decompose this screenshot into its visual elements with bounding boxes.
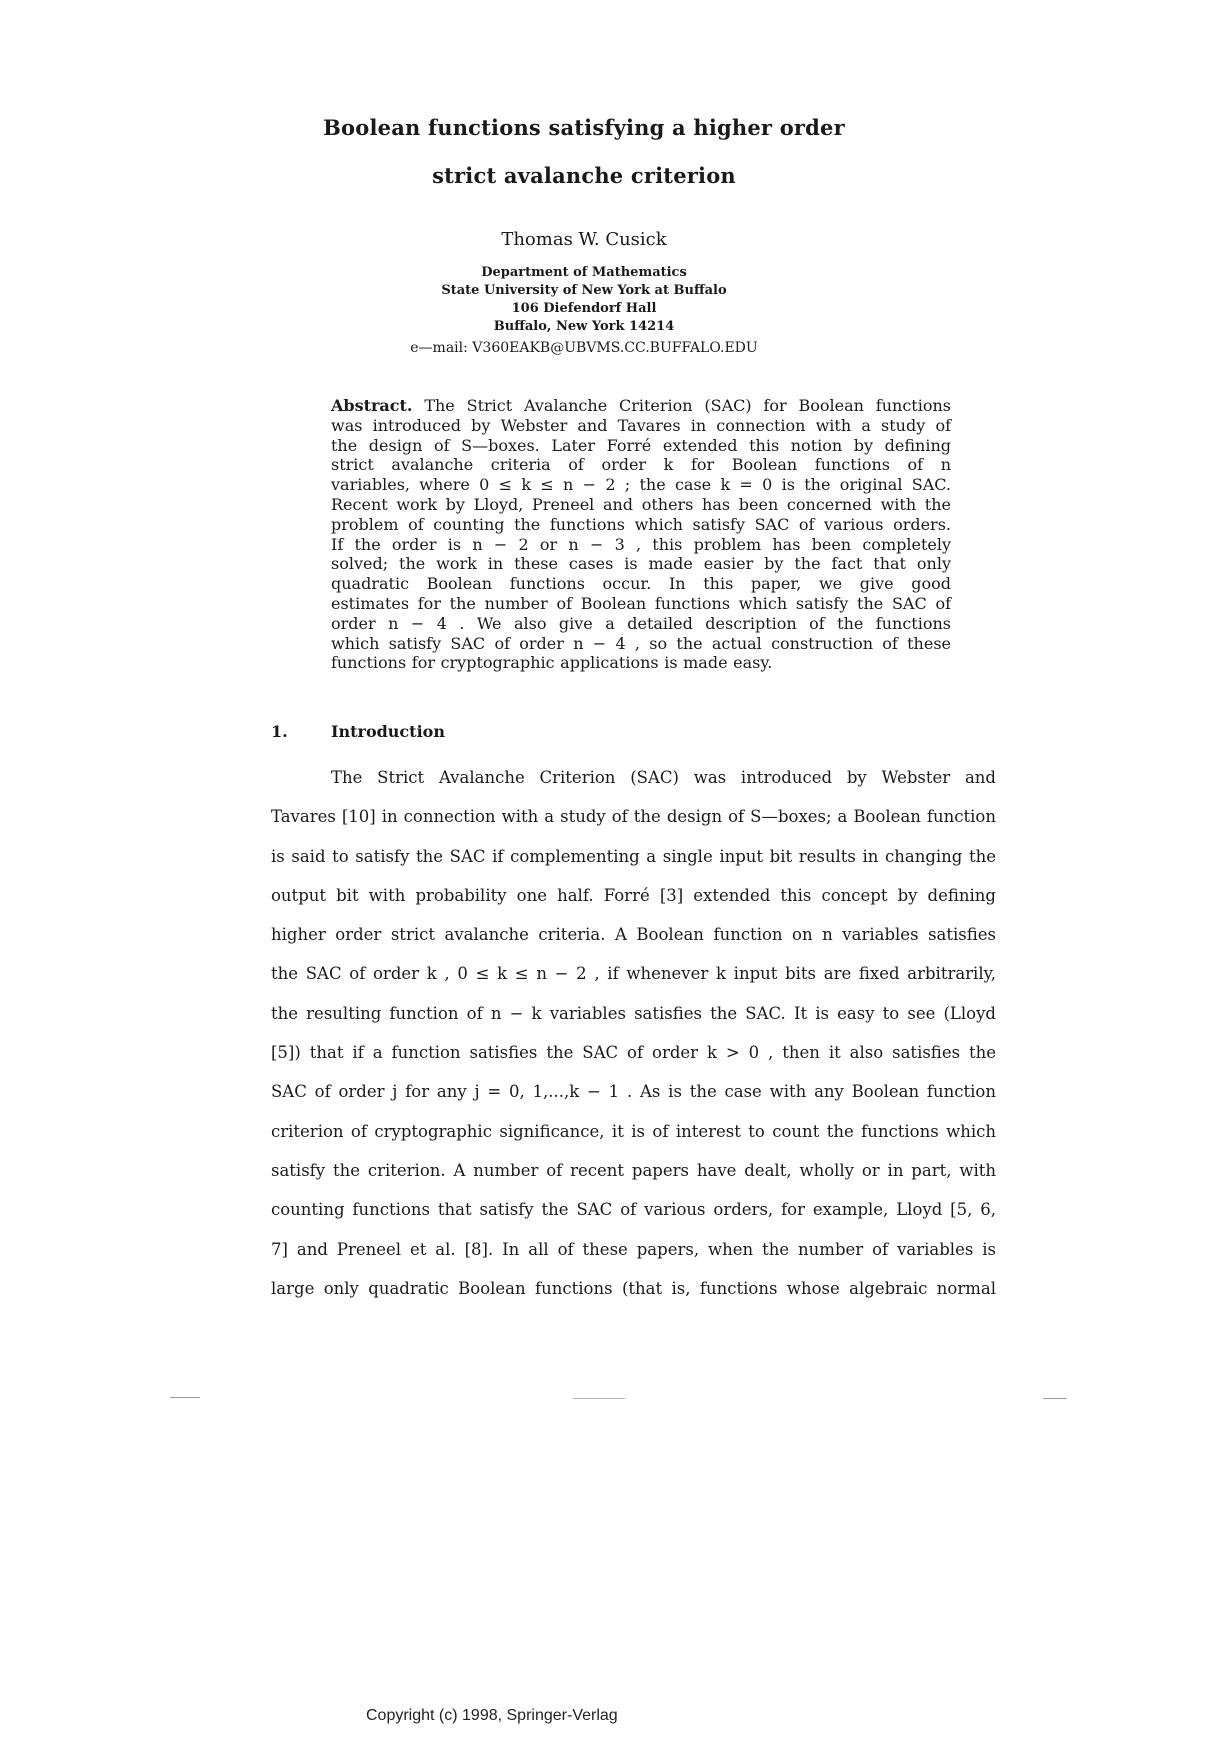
abstract-line: variables, where 0 ≤ k ≤ n − 2 ; the case k = 0 is the original SAC. bbox=[331, 475, 951, 495]
section-title: Introduction bbox=[331, 722, 445, 741]
affiliation-email: e—mail: V360EAKB@UBVMS.CC.BUFFALO.EDU bbox=[410, 340, 758, 356]
body-line: The Strict Avalanche Criterion (SAC) was introduced by Webster and bbox=[331, 768, 996, 787]
body-line: criterion of cryptographic significance, it is of interest to count the functions which bbox=[271, 1121, 996, 1141]
body-line: counting functions that satisfy the SAC of various orders, for example, Lloyd [5, 6, bbox=[271, 1200, 996, 1220]
introduction-body bbox=[271, 768, 996, 1318]
body-line: 7] and Preneel et al. [8]. In all of these papers, when the number of variables is bbox=[271, 1239, 996, 1259]
body-line: output bit with probability one half. Forré [3] extended this concept by defining bbox=[271, 885, 996, 905]
body-line: the SAC of order k , 0 ≤ k ≤ n − 2 , if whenever k input bits are fixed arbitrarily, bbox=[271, 964, 996, 984]
scan-rule-center bbox=[573, 1398, 625, 1399]
abstract bbox=[331, 396, 951, 673]
abstract-line: If the order is n − 2 or n − 3 , this problem has been completely bbox=[331, 534, 951, 554]
body-line: large only quadratic Boolean functions (that is, functions whose algebraic normal bbox=[271, 1278, 996, 1298]
scan-rule-right bbox=[1043, 1398, 1067, 1399]
affiliation-university: State University of New York at Buffalo bbox=[441, 283, 727, 298]
abstract-line: estimates for the number of Boolean functions which satisfy the SAC of bbox=[331, 593, 951, 613]
paper-title-line-1: Boolean functions satisfying a higher order bbox=[323, 115, 845, 140]
abstract-line: which satisfy SAC of order n − 4 , so the actual construction of these bbox=[331, 633, 951, 653]
affiliation-city: Buffalo, New York 14214 bbox=[493, 319, 675, 334]
author-name: Thomas W. Cusick bbox=[501, 229, 667, 250]
affiliation-department: Department of Mathematics bbox=[481, 265, 687, 280]
abstract-line: was introduced by Webster and Tavares in connection with a study of bbox=[331, 415, 951, 435]
paper-title-line-2: strict avalanche criterion bbox=[432, 163, 736, 188]
body-line: satisfy the criterion. A number of recent papers have dealt, wholly or in part, with bbox=[271, 1160, 996, 1180]
abstract-line: strict avalanche criteria of order k for Boolean functions of n bbox=[331, 455, 951, 475]
abstract-line: Recent work by Lloyd, Preneel and others has been concerned with the bbox=[331, 494, 951, 514]
body-line: is said to satisfy the SAC if complementing a single input bit results in changing the bbox=[271, 846, 996, 866]
scan-rule-left bbox=[170, 1397, 200, 1398]
body-line: the resulting function of n − k variables satisfies the SAC. It is easy to see (Lloyd bbox=[271, 1003, 996, 1023]
abstract-label: Abstract. bbox=[331, 396, 413, 415]
abstract-line: solved; the work in these cases is made easier by the fact that only bbox=[331, 554, 951, 574]
abstract-line: order n − 4 . We also give a detailed description of the functions bbox=[331, 613, 951, 633]
affiliation-building: 106 Diefendorf Hall bbox=[511, 301, 657, 316]
abstract-line: functions for cryptographic applications is made easy. bbox=[331, 653, 773, 673]
body-line: SAC of order j for any j = 0, 1,...,k − 1 . As is the case with any Boolean function bbox=[271, 1082, 996, 1102]
abstract-line: the design of S—boxes. Later Forré extended this notion by defining bbox=[331, 435, 951, 455]
abstract-line: quadratic Boolean functions occur. In this paper, we give good bbox=[331, 574, 951, 594]
abstract-line: problem of counting the functions which satisfy SAC of various orders. bbox=[331, 514, 951, 534]
section-number: 1. bbox=[271, 722, 288, 741]
abstract-line: Abstract. The Strict Avalanche Criterion (SAC) for Boolean functions bbox=[331, 396, 951, 415]
body-line: higher order strict avalanche criteria. A Boolean function on n variables satisfies bbox=[271, 925, 996, 945]
body-line: Tavares [10] in connection with a study of the design of S—boxes; a Boolean function bbox=[271, 807, 996, 827]
body-line: [5]) that if a function satisfies the SAC of order k > 0 , then it also satisfies the bbox=[271, 1043, 996, 1063]
copyright-notice: Copyright (c) 1998, Springer-Verlag bbox=[366, 1707, 618, 1724]
